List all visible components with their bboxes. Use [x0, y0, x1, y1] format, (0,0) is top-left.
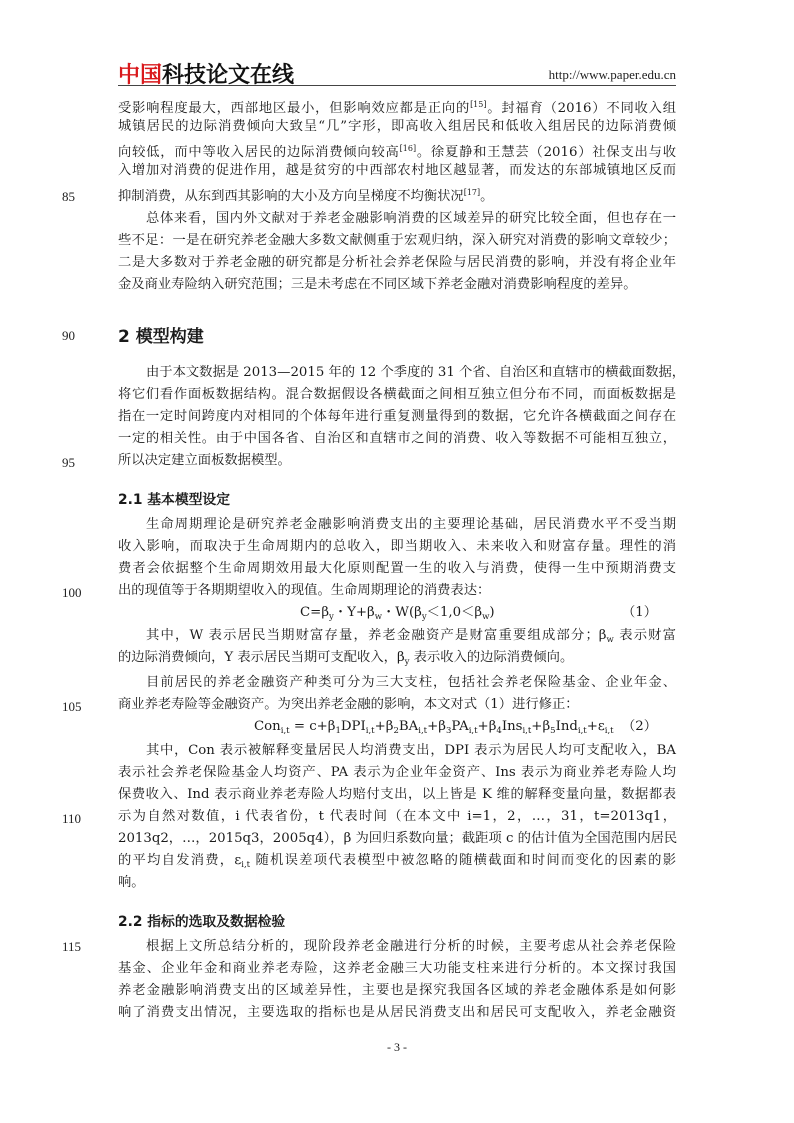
logo-black-part: 科技论文在线 [162, 63, 295, 88]
line-number: 110 [62, 811, 82, 826]
body-line: 目前居民的养老金融资产种类可分为三大支柱，包括社会养老保险基金、企业年金、 [146, 675, 676, 690]
line-number: 85 [62, 189, 75, 204]
body-line: 表示社会养老保险基金人均资产、PA 表示为企业年金资产、Ins 表示为商业养老寿险人均 [118, 765, 676, 780]
header-rule [118, 85, 676, 86]
body-line: 入增加对消费的促进作用，越是贫穷的中西部农村地区越显著，而发达的东部城镇地区反而 [118, 163, 676, 178]
body-line: 金及商业寿险纳入研究范围；三是未考虑在不同区域下养老金融对消费影响程度的差异。 [118, 277, 637, 292]
body-line: 2013q2，…，2015q3，2005q4），β 为回归系数向量；截距项 c 的估计值为全国范围内居民 [118, 831, 678, 846]
citation: [16] [399, 144, 417, 153]
body-line: 保费收入、Ind 表示商业养老寿险人均赔付支出，以上皆是 K 维的解释变量向量，数据都表 [118, 787, 676, 802]
equation-number: （1） [622, 605, 658, 620]
equation-2: $Con_{i,t} = c+\beta_1DPI_{i,t}+\beta_2BA_{i,t}+\beta_3PA_{i,t}+\beta_4Ins_{i,t}+\beta_5Ind_{i,t}+\varepsilon_{i,t}$ [254, 719, 614, 736]
equation-1: $C=\beta_y$・$Y+\beta_w$・$W(\beta_y<1,0<\beta_w)$ [300, 605, 495, 622]
line-number: 90 [62, 328, 75, 343]
body-line: 向较低，而中等收入居民的边际消费倾向较高[16]。徐夏静和王慧芸（2016）社保支出与收 [118, 144, 676, 160]
body-line: 响了消费支出情况，主要选取的指标也是从居民消费支出和居民可支配收入，养老金融资 [118, 1005, 676, 1020]
header-url[interactable]: http://www.paper.edu.cn [548, 67, 676, 82]
body-line: 所以决定建立面板数据模型。 [118, 453, 291, 468]
body-line: 由于本文数据是 2013—2015 年的 12 个季度的 31 个省、自治区和直辖市的横截面数据， [146, 365, 686, 380]
logo-red-part: 中国 [118, 63, 163, 88]
body-line: 受影响程度最大，西部地区最小，但影响效应都是正向的[15]。封福育（2016）不同收入组 [118, 100, 677, 116]
line-number: 105 [62, 699, 82, 714]
body-line: 的边际消费倾向，Y 表示居民当期可支配收入，$\beta_y$ 表示收入的边际消费倾向。 [118, 650, 574, 667]
citation: [17] [463, 188, 481, 197]
body-line: 基金、企业年金和商业养老寿险，这养老金融三大功能支柱来进行分析的。本文探讨我国 [118, 961, 676, 976]
section-heading: 2 模型构建 [118, 327, 204, 347]
body-line: 一定的相关性。由于中国各省、自治区和直辖市之间的消费、收入等数据不可能相互独立， [118, 431, 676, 446]
body-line: 根据上文所总结分析的，现阶段养老金融进行分析的时候，主要考虑从社会养老保险 [146, 939, 676, 954]
line-number: 115 [62, 939, 82, 954]
body-line: 示为自然对数值，i 代表省份，t 代表时间（在本文中 i=1，2，…，31，t=2013q1， [118, 809, 676, 824]
body-line: 二是大多数对于养老金融的研究都是分析社会养老保险与居民消费的影响，并没有将企业年 [118, 255, 676, 270]
body-line: 指在一定时间跨度内对相同的个体每年进行重复测量得到的数据，它允许各横截面之间存在 [118, 409, 676, 424]
body-line: 其中，Con 表示被解释变量居民人均消费支出，DPI 表示为居民人均可支配收入，BA [146, 743, 676, 758]
body-line: 总体来看，国内外文献对于养老金融影响消费的区域差异的研究比较全面，但也存在一 [146, 211, 676, 226]
body-line: 的平均自发消费，$\varepsilon_{i,t}$ 随机误差项代表模型中被忽略的随横截面和时间而变化的因素的影 [118, 853, 677, 870]
page-header [118, 58, 676, 88]
subsection-heading: 2.2 指标的选取及数据检验 [118, 914, 286, 930]
subsection-heading: 2.1 基本模型设定 [118, 492, 231, 508]
body-line: 将它们看作面板数据结构。混合数据假设各横截面之间相互独立但分布不同，而面板数据是 [118, 387, 676, 402]
page-number: - 3 - [387, 1040, 407, 1054]
body-line: 些不足：一是在研究养老金融大多数文献侧重于宏观归纳，深入研究对消费的影响文章较少； [118, 233, 676, 248]
body-line: 出的现值等于各期期望收入的现值。生命周期理论的消费表达： [118, 583, 491, 598]
line-number: 100 [62, 585, 82, 600]
body-line: 其中，W 表示居民当期财富存量，养老金融资产是财富重要组成部分；$\beta_w$ 表示财富 [146, 628, 676, 645]
citation: [15] [470, 100, 487, 109]
equation-number: （2） [622, 719, 658, 734]
body-line: 养老金融影响消费支出的区域差异性，主要也是探究我国各区域的养老金融体系是如何影 [118, 983, 676, 998]
body-line: 费者会依据整个生命周期效用最大化原则配置一生的收入与消费，使得一生中预期消费支 [118, 561, 676, 576]
body-line: 收入影响，而取决于生命周期内的总收入，即当期收入、未来收入和财富存量。理性的消 [118, 539, 676, 554]
body-line: 商业养老寿险等金融资产。为突出养老金融的影响，本文对式（1）进行修正： [118, 697, 579, 712]
body-line: 响。 [118, 875, 145, 890]
body-line: 抑制消费，从东到西其影响的大小及方向呈梯度不均衡状况[17]。 [118, 188, 494, 204]
body-line: 生命周期理论是研究养老金融影响消费支出的主要理论基础，居民消费水平不受当期 [146, 517, 676, 532]
line-number: 95 [62, 455, 75, 470]
body-line: 城镇居民的边际消费倾向大致呈“几”字形，即高收入组居民和低收入组居民的边际消费倾 [118, 119, 676, 134]
